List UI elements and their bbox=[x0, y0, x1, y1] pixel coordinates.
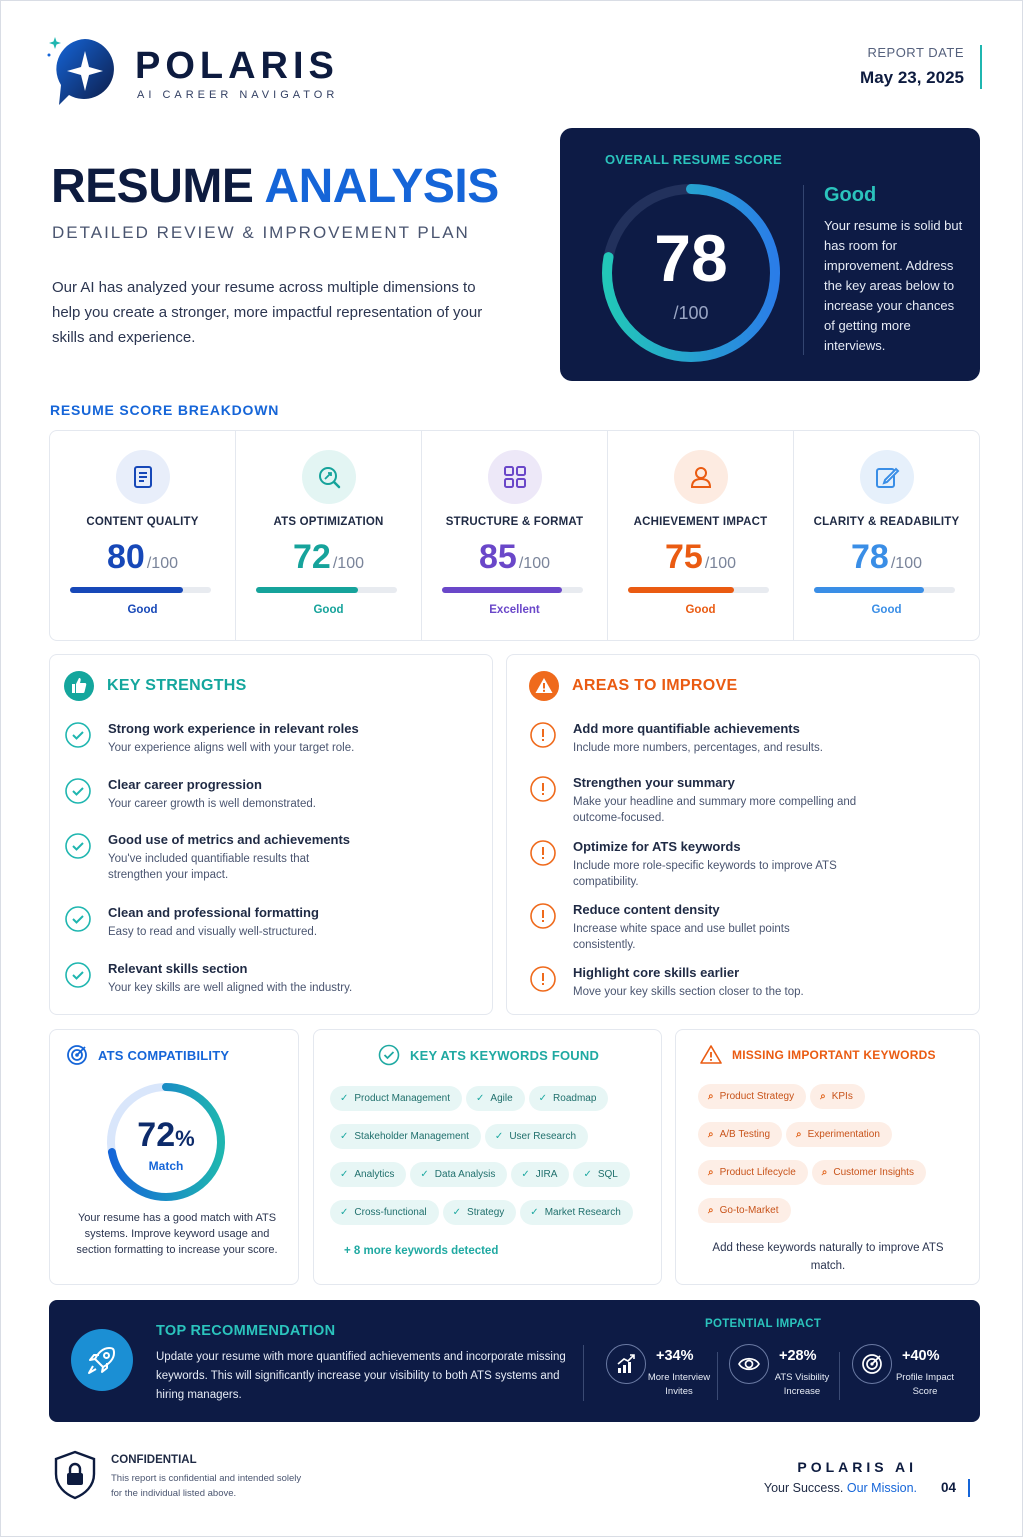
found-keyword-chip bbox=[511, 1162, 569, 1187]
check-icon: ✓ bbox=[420, 1169, 429, 1180]
improve-heading: Optimize for ATS keywords bbox=[573, 839, 741, 854]
strength-item bbox=[64, 832, 358, 883]
missing-keyword-chip bbox=[810, 1084, 865, 1109]
footer-tagline bbox=[721, 1481, 917, 1495]
breakdown-progress-fill bbox=[70, 587, 183, 593]
check-circle-icon bbox=[64, 961, 92, 989]
confidential-description: This report is confidential and intended solely for the individual listed above. bbox=[111, 1473, 302, 1499]
missing-keyword-text: A/B Testing bbox=[719, 1129, 771, 1140]
check-circle-icon bbox=[378, 1044, 400, 1066]
impact-label: More Interview Invites bbox=[647, 1372, 711, 1397]
check-circle-icon bbox=[64, 721, 92, 749]
ats-pct-sign: % bbox=[175, 1126, 195, 1151]
brand-name: POLARIS bbox=[135, 45, 339, 87]
missing-keyword-text: Product Strategy bbox=[719, 1091, 795, 1102]
check-circle-icon bbox=[64, 832, 92, 860]
ats-compatibility-panel bbox=[49, 1029, 299, 1285]
document-icon bbox=[130, 464, 156, 490]
overall-score-value: 78 bbox=[654, 221, 728, 295]
alert-circle-icon bbox=[529, 775, 557, 803]
missing-keyword-text: Go-to-Market bbox=[719, 1205, 779, 1216]
found-keyword-text: JIRA bbox=[535, 1169, 558, 1180]
impact-ats-visibility bbox=[729, 1344, 853, 1404]
breakdown-score bbox=[50, 538, 235, 577]
top-recommendation-banner bbox=[49, 1300, 980, 1422]
missing-keywords-panel bbox=[675, 1029, 980, 1285]
person-icon bbox=[688, 464, 714, 490]
breakdown-progress-fill bbox=[442, 587, 562, 593]
impact-interview-invites bbox=[606, 1344, 730, 1404]
missing-keywords-list bbox=[698, 1084, 968, 1236]
missing-keyword-chip bbox=[698, 1122, 782, 1147]
breakdown-score bbox=[608, 538, 793, 577]
found-keyword-text: User Research bbox=[509, 1131, 577, 1142]
strength-item bbox=[64, 961, 352, 996]
breakdown-progress-fill bbox=[628, 587, 734, 593]
search-icon: ⌕ bbox=[708, 1167, 714, 1178]
breakdown-item-ats-optimization bbox=[236, 431, 422, 640]
impact-divider bbox=[717, 1352, 718, 1400]
check-icon: ✓ bbox=[538, 1093, 548, 1104]
found-keyword-chip bbox=[485, 1124, 588, 1149]
confidential-title: CONFIDENTIAL bbox=[111, 1454, 197, 1466]
strength-heading: Clean and professional formatting bbox=[108, 905, 319, 920]
breakdown-progress-bar bbox=[442, 587, 583, 593]
impact-profile-score bbox=[852, 1344, 976, 1404]
recommendation-title: TOP RECOMMENDATION bbox=[156, 1323, 336, 1339]
alert-circle-icon bbox=[529, 965, 557, 993]
breakdown-title: ATS OPTIMIZATION bbox=[273, 516, 384, 528]
bk-icon-bg-3 bbox=[674, 450, 728, 504]
shield-lock-icon bbox=[53, 1450, 97, 1500]
missing-keyword-text: KPIs bbox=[831, 1091, 853, 1102]
check-icon: ✓ bbox=[340, 1131, 349, 1142]
found-keyword-text: Stakeholder Management bbox=[354, 1131, 469, 1142]
found-keyword-text: Data Analysis bbox=[434, 1169, 496, 1180]
thumbs-up-icon bbox=[64, 671, 94, 701]
found-keyword-row bbox=[330, 1086, 655, 1124]
breakdown-title: CLARITY & READABILITY bbox=[813, 516, 960, 528]
areas-to-improve-title: AREAS TO IMPROVE bbox=[572, 677, 738, 694]
missing-keyword-text: Product Lifecycle bbox=[719, 1167, 796, 1178]
check-icon: ✓ bbox=[340, 1207, 349, 1218]
page-title-part2: ANALYSIS bbox=[264, 160, 499, 213]
breakdown-progress-bar bbox=[814, 587, 955, 593]
alert-circle-icon bbox=[529, 902, 557, 930]
found-keyword-row bbox=[330, 1162, 655, 1200]
found-keyword-text: Roadmap bbox=[553, 1093, 597, 1104]
page-subtitle: DETAILED REVIEW & IMPROVEMENT PLAN bbox=[52, 223, 470, 242]
found-keyword-text: Product Management bbox=[354, 1093, 451, 1104]
improve-heading: Reduce content density bbox=[573, 902, 720, 917]
overall-rating: Good bbox=[824, 184, 877, 206]
polaris-logo-icon bbox=[45, 33, 125, 113]
search-icon: ⌕ bbox=[820, 1091, 826, 1102]
strength-body: Your experience aligns well with your target role. bbox=[108, 742, 355, 754]
ats-match-label: Match bbox=[148, 1159, 184, 1173]
strength-heading: Clear career progression bbox=[108, 777, 262, 792]
breakdown-title: ACHIEVEMENT IMPACT bbox=[633, 516, 768, 528]
check-icon: ✓ bbox=[452, 1207, 462, 1218]
improve-body: Move your key skills section closer to the top. bbox=[573, 986, 804, 998]
impact-label: ATS Visibility Increase bbox=[774, 1372, 830, 1397]
found-keyword-text: Agile bbox=[490, 1093, 513, 1104]
strength-body: Easy to read and visually well-structured. bbox=[108, 926, 318, 938]
improve-item bbox=[529, 902, 833, 953]
breakdown-title: CONTENT QUALITY bbox=[86, 516, 199, 528]
strength-item bbox=[64, 777, 316, 812]
found-keyword-row bbox=[330, 1124, 655, 1162]
ats-compatibility-title: ATS COMPATIBILITY bbox=[98, 1047, 230, 1063]
found-keyword-chip bbox=[443, 1200, 517, 1225]
search-icon: ⌕ bbox=[708, 1091, 714, 1102]
keywords-found-panel bbox=[313, 1029, 662, 1285]
rocket-icon bbox=[71, 1329, 133, 1391]
found-keyword-chip bbox=[330, 1200, 439, 1225]
found-keyword-text: Analytics bbox=[354, 1169, 395, 1180]
bk-icon-bg-1 bbox=[302, 450, 356, 504]
check-icon: ✓ bbox=[476, 1093, 485, 1104]
alert-circle-icon bbox=[529, 839, 557, 867]
breakdown-title: STRUCTURE & FORMAT bbox=[445, 516, 584, 528]
target-icon bbox=[66, 1044, 88, 1066]
eye-icon bbox=[729, 1344, 769, 1384]
found-keyword-text: Cross-functional bbox=[354, 1207, 427, 1218]
check-icon: ✓ bbox=[340, 1093, 349, 1104]
breakdown-item-content-quality bbox=[50, 431, 236, 640]
brand-logo bbox=[45, 33, 365, 113]
ats-score-value bbox=[104, 1116, 228, 1155]
score-divider bbox=[803, 185, 804, 355]
overall-score-label: OVERALL RESUME SCORE bbox=[605, 152, 782, 167]
ats-compatibility-header bbox=[66, 1044, 229, 1066]
improve-body: Include more numbers, percentages, and results. bbox=[573, 742, 823, 754]
key-strengths-title: KEY STRENGTHS bbox=[107, 677, 247, 694]
breakdown-rating: Excellent bbox=[489, 604, 540, 616]
bk-icon-bg-0 bbox=[116, 450, 170, 504]
found-keyword-text: SQL bbox=[597, 1169, 618, 1180]
breakdown-score-den: /100 bbox=[146, 555, 178, 572]
improve-body: Increase white space and use bullet points consistently. bbox=[573, 923, 790, 951]
found-keyword-chip bbox=[529, 1086, 609, 1111]
breakdown-progress-fill bbox=[814, 587, 924, 593]
report-date-value: May 23, 2025 bbox=[860, 68, 964, 87]
improve-body: Include more role-specific keywords to improve ATS compatibility. bbox=[573, 860, 837, 888]
breakdown-item-clarity-readability bbox=[794, 431, 979, 640]
found-keyword-row bbox=[330, 1200, 655, 1238]
missing-keyword-row bbox=[698, 1084, 968, 1122]
strength-heading: Relevant skills section bbox=[108, 961, 248, 976]
missing-keyword-chip bbox=[786, 1122, 892, 1147]
target-search-icon bbox=[315, 463, 343, 491]
found-keyword-chip bbox=[520, 1200, 633, 1225]
improve-heading: Strengthen your summary bbox=[573, 775, 735, 790]
breakdown-score-den: /100 bbox=[332, 555, 364, 572]
strength-body: Your career growth is well demonstrated. bbox=[108, 798, 316, 810]
breakdown-score bbox=[422, 538, 607, 577]
warning-icon bbox=[529, 671, 559, 701]
found-keyword-text: Market Research bbox=[544, 1207, 621, 1218]
report-date-label: REPORT DATE bbox=[867, 45, 964, 60]
strength-body: Your key skills are well aligned with the industry. bbox=[108, 982, 353, 994]
breakdown-label: RESUME SCORE BREAKDOWN bbox=[50, 402, 280, 418]
breakdown-item-achievement-impact bbox=[608, 431, 794, 640]
report-date bbox=[860, 45, 982, 89]
missing-keyword-text: Customer Insights bbox=[833, 1167, 914, 1178]
impact-label: Profile Impact Score bbox=[895, 1372, 955, 1397]
search-icon: ⌕ bbox=[796, 1129, 802, 1140]
breakdown-item-structure-format bbox=[422, 431, 608, 640]
footer-brand: POLARIS AI bbox=[797, 1459, 917, 1475]
missing-keyword-text: Experimentation bbox=[807, 1129, 880, 1140]
missing-keyword-chip bbox=[698, 1084, 806, 1109]
breakdown-score-value: 72 bbox=[293, 538, 331, 576]
improve-item bbox=[529, 839, 853, 890]
found-keyword-chip bbox=[573, 1162, 629, 1187]
found-keyword-text: Strategy bbox=[467, 1207, 505, 1218]
strength-heading: Good use of metrics and achievements bbox=[108, 832, 351, 847]
check-icon: ✓ bbox=[521, 1169, 530, 1180]
potential-impact-label: POTENTIAL IMPACT bbox=[705, 1318, 822, 1330]
page-number: 04 bbox=[941, 1479, 970, 1497]
strength-item bbox=[64, 721, 359, 756]
page-title-part1: RESUME bbox=[51, 160, 254, 213]
overall-score-card bbox=[560, 128, 980, 381]
check-icon: ✓ bbox=[340, 1169, 349, 1180]
check-circle-icon bbox=[64, 777, 92, 805]
page-description: Our AI has analyzed your resume across multiple dimensions to help you create a stronger, more impactful representation of your skills and experience. bbox=[52, 279, 483, 346]
breakdown-progress-fill bbox=[256, 587, 358, 593]
structure-icon bbox=[501, 463, 529, 491]
impact-value: +34% bbox=[656, 1348, 694, 1364]
key-strengths-panel bbox=[49, 654, 493, 1015]
breakdown-score-den: /100 bbox=[518, 555, 550, 572]
found-keyword-chip bbox=[466, 1086, 525, 1111]
breakdown-score-value: 78 bbox=[851, 538, 889, 576]
target-icon bbox=[852, 1344, 892, 1384]
keywords-found-header bbox=[378, 1044, 599, 1066]
overall-score-denominator: /100 bbox=[673, 303, 709, 323]
warning-triangle-icon bbox=[700, 1044, 722, 1066]
improve-item bbox=[529, 775, 863, 826]
missing-keywords-header bbox=[700, 1044, 936, 1066]
check-icon: ✓ bbox=[583, 1169, 592, 1180]
impact-value: +40% bbox=[902, 1348, 940, 1364]
brand-tagline: AI CAREER NAVIGATOR bbox=[137, 89, 339, 101]
breakdown-rating: Good bbox=[127, 604, 158, 616]
breakdown-score-value: 80 bbox=[107, 538, 145, 576]
breakdown-score-den: /100 bbox=[890, 555, 922, 572]
key-strengths-header bbox=[64, 671, 247, 701]
found-keyword-chip bbox=[330, 1124, 481, 1149]
breakdown-rating: Good bbox=[313, 604, 344, 616]
missing-keyword-chip bbox=[698, 1198, 791, 1223]
keywords-found-list bbox=[330, 1086, 655, 1238]
search-icon: ⌕ bbox=[821, 1167, 828, 1178]
bk-icon-bg-4 bbox=[860, 450, 914, 504]
areas-to-improve-panel bbox=[506, 654, 980, 1015]
breakdown-progress-bar bbox=[70, 587, 211, 593]
breakdown-score-value: 85 bbox=[479, 538, 517, 576]
footer-tagline-part2: Our Mission. bbox=[846, 1481, 917, 1495]
keywords-found-title: KEY ATS KEYWORDS FOUND bbox=[410, 1047, 600, 1063]
more-keywords-link[interactable]: + 8 more keywords detected bbox=[344, 1245, 499, 1257]
found-keyword-chip bbox=[410, 1162, 507, 1187]
breakdown-progress-bar bbox=[628, 587, 769, 593]
score-breakdown bbox=[49, 430, 980, 641]
breakdown-rating: Good bbox=[871, 604, 902, 616]
breakdown-score bbox=[236, 538, 421, 577]
strength-item bbox=[64, 905, 319, 940]
recommendation-divider bbox=[583, 1345, 584, 1401]
impact-divider bbox=[839, 1352, 840, 1400]
alert-circle-icon bbox=[529, 721, 557, 749]
footer-tagline-part1: Your Success. bbox=[763, 1481, 844, 1495]
check-icon: ✓ bbox=[530, 1207, 539, 1218]
missing-keyword-row bbox=[698, 1122, 968, 1160]
breakdown-score bbox=[794, 538, 979, 577]
edit-icon bbox=[874, 464, 900, 490]
missing-keyword-chip bbox=[698, 1160, 808, 1185]
recommendation-text: Update your resume with more quantified achievements and incorporate missing keywords. This will significantly increase your visibility to both ATS systems and hiring managers. bbox=[156, 1351, 566, 1401]
found-keyword-chip bbox=[330, 1162, 406, 1187]
check-circle-icon bbox=[64, 905, 92, 933]
ats-description: Your resume has a good match with ATS systems. Improve keyword usage and section formatting to increase your score. bbox=[76, 1212, 278, 1256]
overall-description: Your resume is solid but has room for improvement. Address the key areas below to increase your chances of getting more interviews. bbox=[824, 218, 963, 353]
missing-keyword-row bbox=[698, 1160, 968, 1198]
missing-keyword-row bbox=[698, 1198, 968, 1236]
breakdown-score-den: /100 bbox=[704, 555, 736, 572]
page-title bbox=[51, 159, 499, 214]
areas-to-improve-header bbox=[529, 671, 737, 701]
strength-body: You've included quantifiable results that strengthen your impact. bbox=[108, 853, 310, 881]
improve-heading: Add more quantifiable achievements bbox=[573, 721, 800, 736]
bk-icon-bg-2 bbox=[488, 450, 542, 504]
strength-heading: Strong work experience in relevant roles bbox=[108, 721, 359, 736]
improve-item bbox=[529, 965, 804, 1000]
search-icon: ⌕ bbox=[708, 1129, 714, 1140]
breakdown-score-value: 75 bbox=[665, 538, 703, 576]
improve-heading: Highlight core skills earlier bbox=[573, 965, 740, 980]
breakdown-progress-bar bbox=[256, 587, 397, 593]
search-icon: ⌕ bbox=[708, 1205, 714, 1216]
improve-body: Make your headline and summary more compelling and outcome-focused. bbox=[573, 796, 857, 824]
breakdown-rating: Good bbox=[685, 604, 716, 616]
ats-pct-number: 72 bbox=[137, 1116, 176, 1154]
missing-keywords-title: MISSING IMPORTANT KEYWORDS bbox=[732, 1048, 936, 1062]
impact-value: +28% bbox=[779, 1348, 817, 1364]
found-keyword-chip bbox=[330, 1086, 462, 1111]
missing-keyword-chip bbox=[812, 1160, 926, 1185]
growth-chart-icon bbox=[606, 1344, 646, 1384]
check-icon: ✓ bbox=[494, 1131, 504, 1142]
missing-keywords-footer: Add these keywords naturally to improve ATS match. bbox=[712, 1242, 944, 1272]
improve-item bbox=[529, 721, 823, 756]
